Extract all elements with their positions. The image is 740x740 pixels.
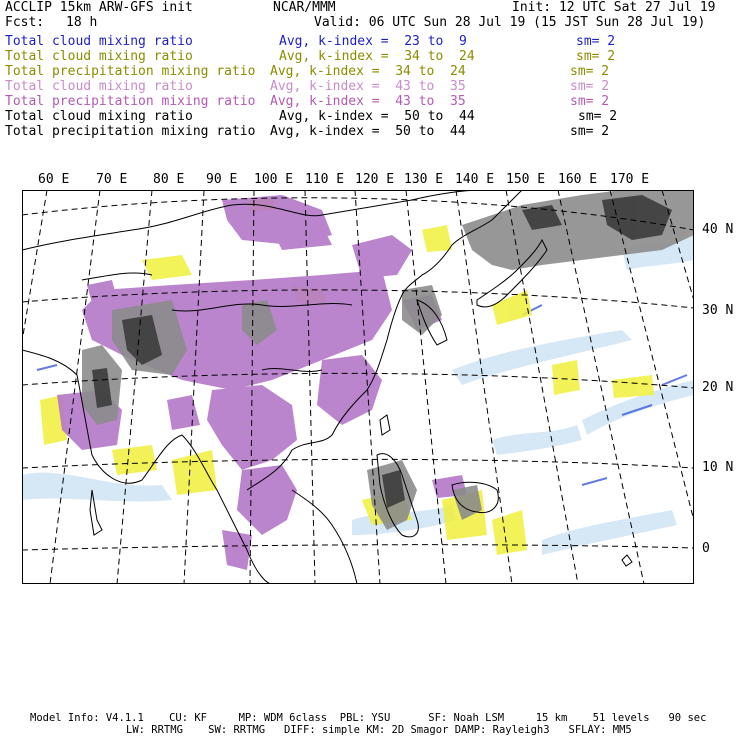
lon-label: 120 E: [355, 172, 395, 187]
org-label: NCAR/MMM: [273, 0, 336, 15]
fcst-value: 18 h: [66, 15, 98, 30]
lon-label: 90 E: [206, 172, 238, 187]
lon-label: 140 E: [455, 172, 495, 187]
init-time: Init: 12 UTC Sat 27 Jul 19: [512, 0, 716, 15]
lon-label: 60 E: [38, 172, 70, 187]
lat-label: 30 N: [702, 303, 734, 318]
field-name: Total precipitation mixing ratio: [5, 124, 256, 139]
forecast-map: [22, 190, 694, 584]
field-name: Total precipitation mixing ratio: [5, 94, 256, 109]
field-avg: Avg, k-index = 34 to 24: [279, 49, 475, 64]
fcst-label: Fcst:: [5, 15, 45, 30]
valid-time: Valid: 06 UTC Sun 28 Jul 19 (15 JST Sun 28 Jul 19): [314, 15, 706, 30]
field-avg: Avg, k-index = 43 to 35: [270, 79, 466, 94]
lon-label: 70 E: [96, 172, 128, 187]
field-avg: Avg, k-index = 23 to 9: [279, 34, 467, 49]
field-smoothing: sm= 2: [576, 49, 616, 64]
lon-label: 80 E: [153, 172, 185, 187]
field-smoothing: sm= 2: [576, 34, 616, 49]
field-name: Total cloud mixing ratio: [5, 49, 193, 64]
field-smoothing: sm= 2: [570, 64, 610, 79]
lon-label: 130 E: [404, 172, 444, 187]
field-smoothing: sm= 2: [578, 109, 618, 124]
lon-label: 160 E: [558, 172, 598, 187]
field-smoothing: sm= 2: [570, 124, 610, 139]
lat-label: 0: [702, 541, 710, 556]
lat-label: 20 N: [702, 380, 734, 395]
lon-label: 150 E: [506, 172, 546, 187]
field-name: Total precipitation mixing ratio: [5, 64, 256, 79]
field-avg: Avg, k-index = 50 to 44: [279, 109, 475, 124]
field-name: Total cloud mixing ratio: [5, 34, 193, 49]
field-avg: Avg, k-index = 34 to 24: [270, 64, 466, 79]
field-name: Total cloud mixing ratio: [5, 109, 193, 124]
lat-label: 40 N: [702, 222, 734, 237]
field-avg: Avg, k-index = 50 to 44: [270, 124, 466, 139]
field-avg: Avg, k-index = 43 to 35: [270, 94, 466, 109]
field-name: Total cloud mixing ratio: [5, 79, 193, 94]
footer-physics-info: LW: RRTMG SW: RRTMG DIFF: simple KM: 2D Smagor DAMP: Rayleigh3 SFLAY: MM5: [126, 724, 632, 736]
lon-label: 100 E: [254, 172, 294, 187]
lon-label: 110 E: [305, 172, 345, 187]
model-title: ACCLIP 15km ARW-GFS init: [5, 0, 193, 15]
field-smoothing: sm= 2: [570, 79, 610, 94]
lon-label: 170 E: [610, 172, 650, 187]
field-smoothing: sm= 2: [570, 94, 610, 109]
footer-model-info: Model Info: V4.1.1 CU: KF MP: WDM 6class PBL: YSU SF: Noah LSM 15 km 51 levels 90 sec: [30, 712, 707, 724]
lat-label: 10 N: [702, 460, 734, 475]
